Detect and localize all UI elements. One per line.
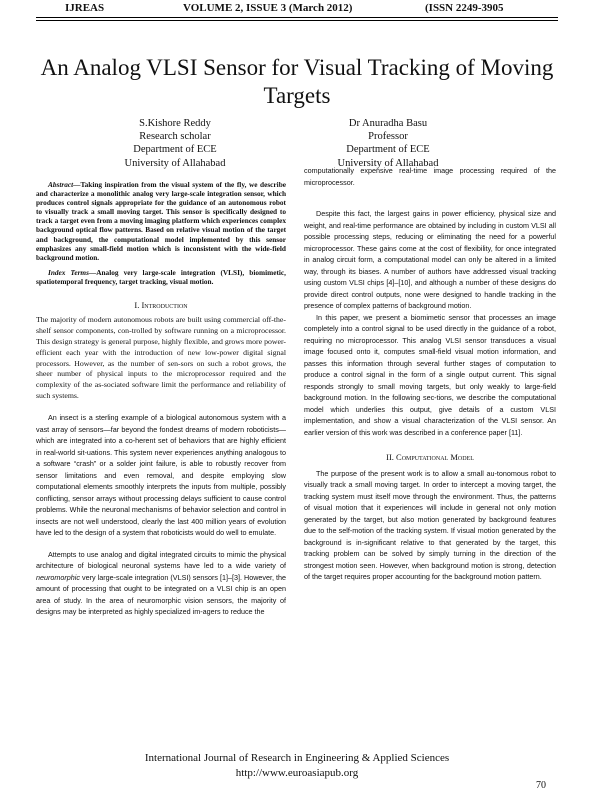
- running-header: [0, 2, 594, 16]
- index-terms: [36, 268, 286, 286]
- page-number: 70: [536, 780, 546, 791]
- author-role: Professor: [368, 131, 408, 143]
- intro-paragraph-1: The majority of modern autonomous robots are built using commercial off-the-shelf sensor components, con-trolled by software running on a microprocessor. This design strategy is general purpose, highly flexible, and grows more power-efficient each year with the introduction of new low-power digital signal processors. However, as the number of sen-sors on such a robot grows, the sheer number of physical inputs to the microprocessor required and the complexity of the as-sociated software limit the performance and reliability of such systems.: [36, 314, 286, 401]
- abstract: [36, 180, 286, 262]
- author-block-1: [85, 117, 265, 170]
- paper-title: An Analog VLSI Sensor for Visual Tracking of Moving Targets: [40, 55, 554, 108]
- index-terms-text: —Analog very large-scale integration (VLSI), biomimetic, spatiotemporal frequency, target tracking, visual motion.: [36, 267, 286, 286]
- intro-paragraph-3: [36, 549, 286, 618]
- author-dept: Department of ECE: [346, 144, 430, 156]
- footer-journal-name: International Journal of Research in Engineering & Applied Sciences: [144, 752, 450, 764]
- footer-url[interactable]: http://www.euroasiapub.org: [235, 767, 359, 779]
- author-block-2: [298, 117, 478, 170]
- section-heading-introduction: I. Introduction: [134, 300, 188, 311]
- author-affiliation: University of Allahabad: [337, 157, 439, 169]
- index-terms-label: Index Terms: [48, 267, 89, 277]
- abstract-label: Abstract: [48, 180, 74, 189]
- journal-abbrev: IJREAS: [65, 2, 105, 14]
- emphasis-neuromorphic: neuromorphic: [36, 572, 80, 582]
- author-name: S.Kishore Reddy: [139, 118, 211, 129]
- abstract-text: —Taking inspiration from the visual system of the fly, we describe and characterize a monolithic analog very large-scale integration sensor, which produces control signals appropriate for the guidance of an autonomous robot to visually track a small moving target. This sensor is specifically designed to track a target even from a moving imaging platform which experiences complex background optical flow patterns. Based on relative visual motion of the target and background, the computational model implemented by this sensor emphasizes any small-field motion which is inconsistent with the wide-field background motion.: [36, 180, 286, 262]
- intro-paragraph-2: An insect is a sterling example of a biological autonomous system with a vast array of sensors—far beyond the fondest dreams of modern roboticists—which are integrated into a co-herent set of behaviors that are highly efficient in real-world sit-uations. This system never experiences anything analogous to a software “crash” or a solder joint failure, is able to robustly recover from sensor limitations and even removal, and despite employing slow computational elements smoothly interprets the inputs from multiple, possibly conflicting, sensor arrays without processing delays sufficient to cause control problems. While the neuronal mechanisms of behavior selection and control in insects are not well understood, clearly the last 400 million years of evolution have led to the design of a system that roboticists would do well to emulate.: [36, 413, 286, 538]
- header-rule-thick: [36, 17, 558, 18]
- section-heading-computational-model: II. Computational Model: [386, 452, 474, 462]
- author-role: Research scholar: [139, 131, 211, 143]
- author-dept: Department of ECE: [133, 144, 217, 156]
- author-affiliation: University of Allahabad: [124, 157, 226, 169]
- continued-paragraph: computationally expensive real-time image processing required of the microprocessor.: [304, 166, 556, 187]
- right-paragraph-2: Despite this fact, the largest gains in power efficiency, physical size and weight, and real-time performance are obtained by including in custom VLSI all possible processing steps, reducing or eliminating the need for a powerful microprocessor. These gains come at the cost of flexibility, for once integrated in analog circuit form, a computational model can only be altered in a limited way, through its biases. A number of authors have addressed visual tracking using custom VLSI chips [4]–[10], and although a number of these designs do provide direct control outputs, none were designed to handle tracking in the presence of complex patterns of background motion.: [304, 209, 556, 310]
- model-paragraph-1: The purpose of the present work is to allow a small au-tonomous robot to visually track a small moving target. In order to intercept a moving target, the tracking system must itself move through the environment. Thus, the patterns of visual motion that it experiences will include in general not only motion generated by the target, but also motion generated by background features due to the self-motion of the tracking system. If visual motion generated by the background is in-significant relative to that generated by the target, this tracking problem can be solved by simply turning in the direction of the strongest motion seen. However, when background motion is strong, detection of the target requires proper accounting for the background motion pattern.: [304, 468, 556, 581]
- left-column: [36, 180, 286, 618]
- right-paragraph-3: In this paper, we present a biomimetic sensor that processes an image completely into a control signal to be used directly in the guidance of a robot, requiring no microprocessor. This analog VLSI sensor transduces a visual image focused onto it, computes small-field visual motion information, and passes this information through several further stages of computation to produce a control signal in the form of a single output current. This signal responds strongly to small moving targets, but only weakly to large-field background motion. In the following sec-tions, we describe the computational model which underlies this output, give details of a custom VLSI implementation, and show a visual characterization of the VLSI sensor. An earlier version of this work was described in a conference paper [11].: [304, 312, 556, 437]
- right-column: [304, 165, 556, 583]
- intro-p3-part-b: very large-scale integration (VLSI) sensors [1]–[3]. However, the amount of processing that ought to be integrated on a VLSI chip is an open area of study. In the area of neuromorphic vision sensors, the majority of designs may be interpreted as highly specialized im-agers to reduce the: [36, 572, 286, 617]
- intro-p3-part-a: Attempts to use analog and digital integrated circuits to mimic the physical architecture of biological neuronal systems have led to a wide variety of: [36, 549, 286, 571]
- header-rule-thin: [36, 20, 558, 21]
- volume-issue: VOLUME 2, ISSUE 3 (March 2012): [183, 2, 353, 14]
- author-name: Dr Anuradha Basu: [348, 118, 428, 129]
- issn: (ISSN 2249-3905: [425, 2, 504, 14]
